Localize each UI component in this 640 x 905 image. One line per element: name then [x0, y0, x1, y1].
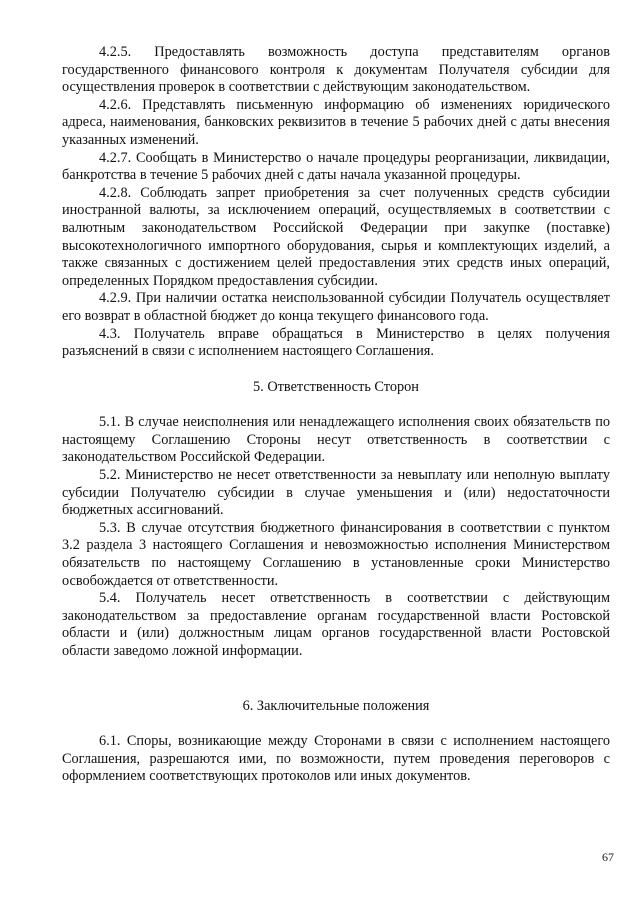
section-5-heading: 5. Ответственность Сторон	[253, 378, 419, 395]
document-page	[62, 44, 610, 786]
clause-5-2: 5.2. Министерство не несет ответственности за невыплату или неполную выплату субсидии Получателю субсидии в случае уменьшения и (или) недостаточности бюджетных ассигнований.	[62, 467, 610, 519]
clause-5-1: 5.1. В случае неисполнения или ненадлежащего исполнения своих обязательств по настоящему Соглашению Стороны несут ответственность в соответствии с законодательством Российской Федерации.	[62, 414, 610, 466]
clause-4-2-9: 4.2.9. При наличии остатка неиспользованной субсидии Получатель осуществляет его возврат в областной бюджет до конца текущего финансового года.	[62, 290, 610, 324]
clause-4-2-7: 4.2.7. Сообщать в Министерство о начале процедуры реорганизации, ликвидации, банкротства в течение 5 рабочих дней с даты начала указанной процедуры.	[62, 149, 610, 184]
clause-4-2-5: 4.2.5. Предоставлять возможность доступа представителям органов государственного финансового контроля к документам Получателя субсидии для осуществления проверок в соответствии с действующим законодательством.	[62, 44, 610, 96]
clause-4-2-6: 4.2.6. Представлять письменную информацию об изменениях юридического адреса, наименования, банковских реквизитов в течение 5 рабочих дней с даты внесения указанных изменений.	[62, 96, 610, 148]
clause-4-3: 4.3. Получатель вправе обращаться в Министерство в целях получения разъяснений в связи с исполнением настоящего Соглашения.	[62, 325, 610, 360]
page-number: 67	[602, 850, 614, 864]
section-6-heading: 6. Заключительные положения	[242, 697, 430, 714]
clause-6-1: 6.1. Споры, возникающие между Сторонами в связи с исполнением настоящего Соглашения, разрешаются ими, по возможности, путем проведения переговоров с оформлением соответствующих протоколов или иных документов.	[62, 733, 610, 785]
clause-4-2-8: 4.2.8. Соблюдать запрет приобретения за счет полученных средств субсидии иностранной валюты, за исключением операций, осуществляемых в соответствии с валютным законодательством Российской Федерации при закупке (поставке) высокотехнологичного импортного оборудования, сырья и комплектующих изделий, а также связанных с достижением целей предоставления этих средств иных операций, определенных Порядком предоставления субсидии.	[62, 184, 610, 289]
clause-5-4: 5.4. Получатель несет ответственность в соответствии с действующим законодательством за предоставление органам государственной власти Ростовской области и (или) должностным лицам органов государственной власти Ростовской области заведомо ложной информации.	[62, 590, 610, 659]
clause-5-3: 5.3. В случае отсутствия бюджетного финансирования в соответствии с пунктом 3.2 раздела 3 настоящего Соглашения и невозможностью исполнения Министерством обязательств по настоящему Соглашению в установленные сроки Министерство освобождается от ответственности.	[62, 519, 610, 589]
